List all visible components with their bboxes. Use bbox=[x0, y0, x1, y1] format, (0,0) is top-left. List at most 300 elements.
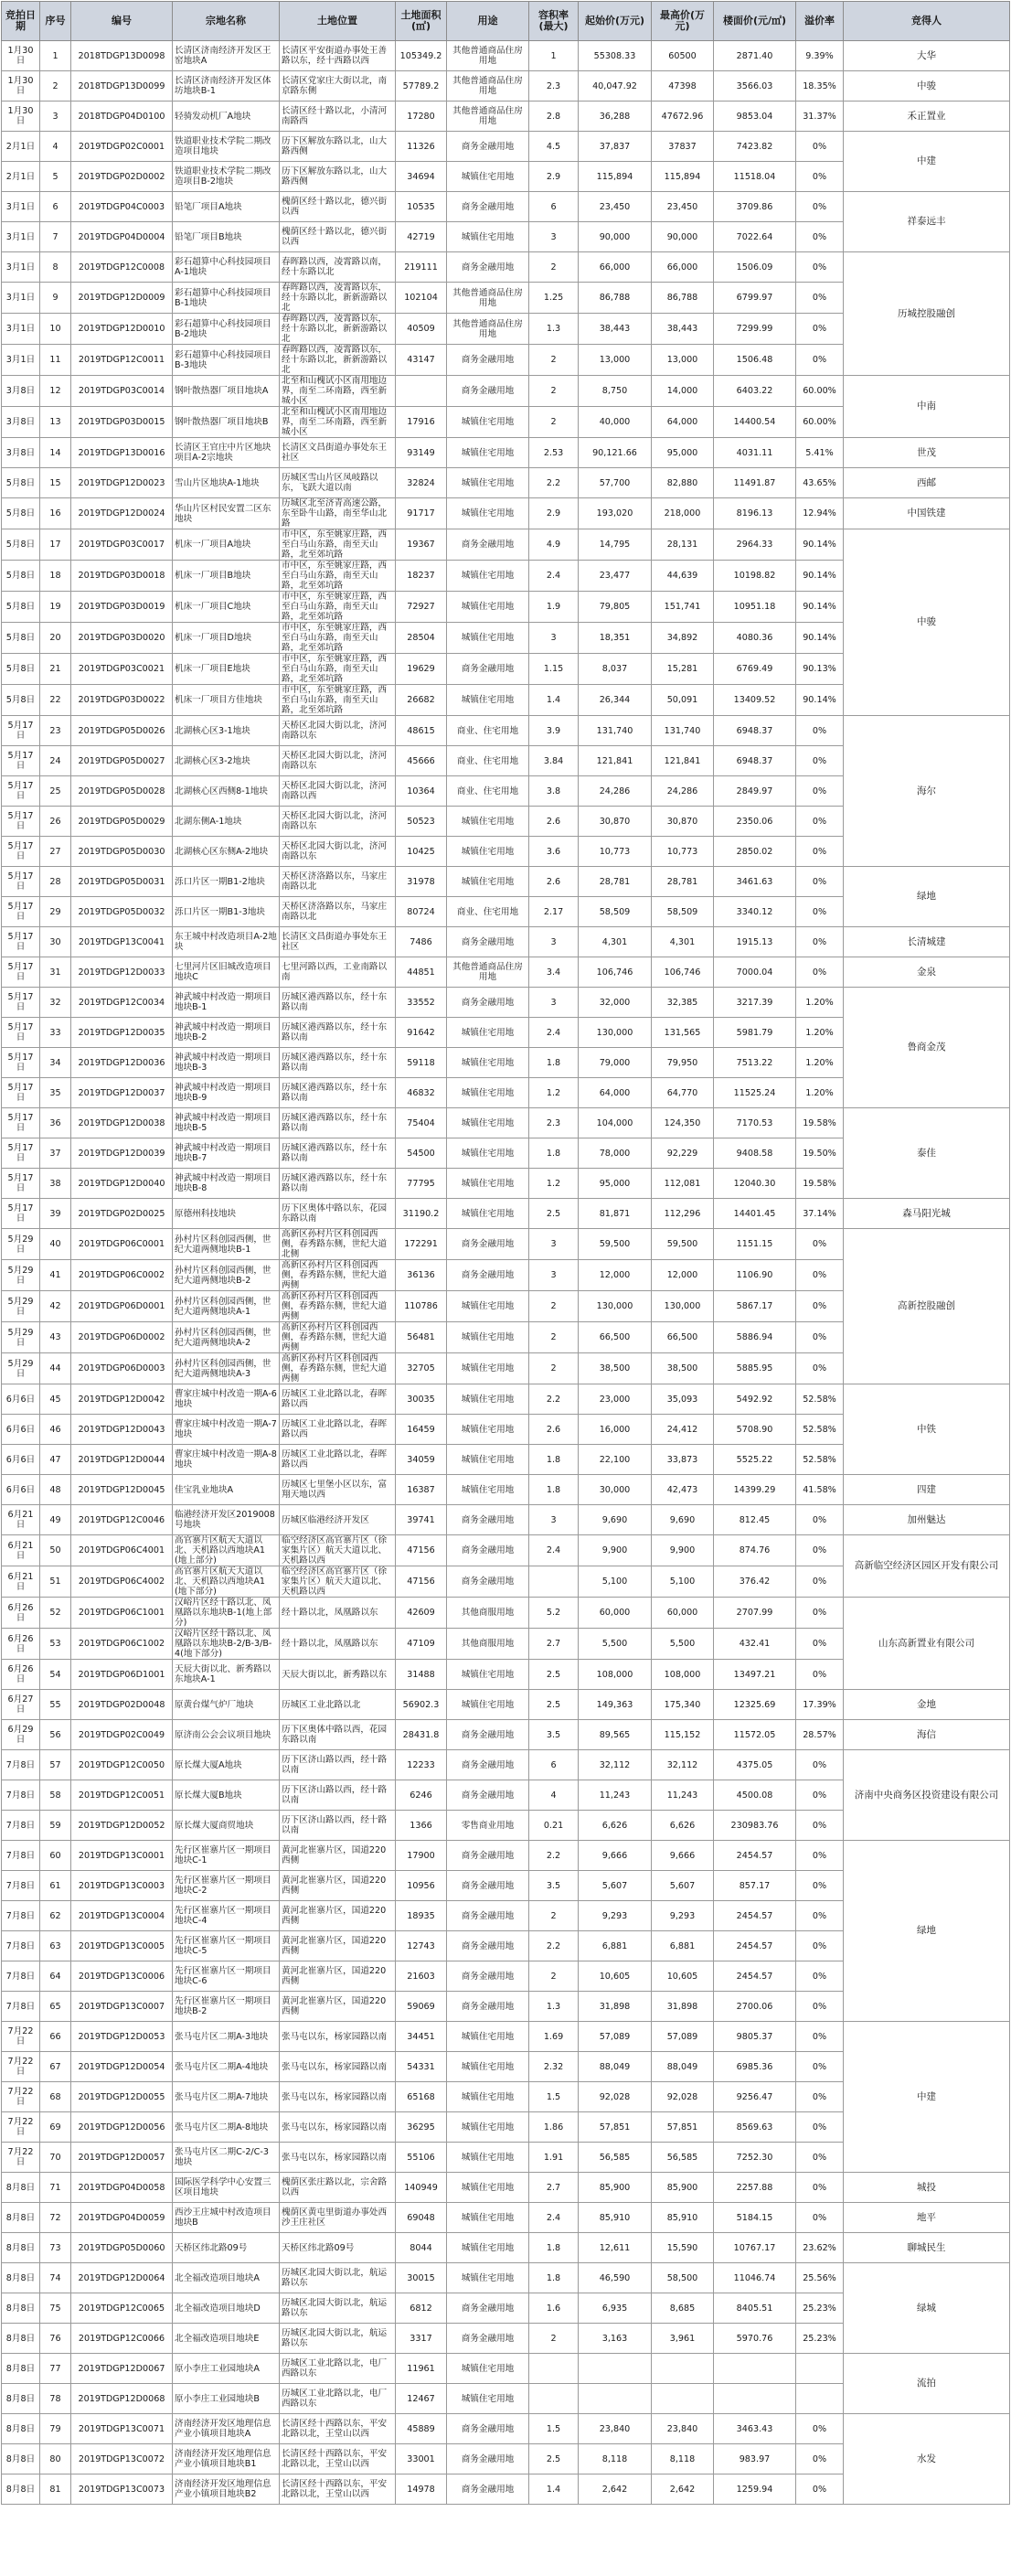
cell-plot-ratio: 3.5 bbox=[529, 1871, 579, 1901]
cell-top-price: 95,000 bbox=[652, 438, 714, 468]
cell-area: 28431.8 bbox=[396, 1720, 447, 1750]
cell-plot-ratio: 2 bbox=[529, 376, 579, 407]
cell-area: 14978 bbox=[396, 2474, 447, 2505]
cell-location: 长清区文昌街道办事处东王社区 bbox=[280, 927, 396, 957]
cell-location: 春晖路以西，凌霄路以东，经十东路以北，新新游路以北 bbox=[280, 314, 396, 345]
cell-code: 2019TDGP02C0001 bbox=[71, 132, 173, 162]
cell-index: 60 bbox=[40, 1841, 71, 1871]
cell-start-price: 90,121.66 bbox=[579, 438, 652, 468]
cell-top-price: 58,500 bbox=[652, 2263, 714, 2293]
cell-area: 80724 bbox=[396, 897, 447, 927]
cell-date: 8月8日 bbox=[2, 2293, 40, 2324]
cell-parcel-name: 孙村片区科创园西侧，世纪大道两侧地块A-1 bbox=[173, 1291, 280, 1322]
cell-top-price: 108,000 bbox=[652, 1660, 714, 1690]
cell-index: 44 bbox=[40, 1353, 71, 1384]
cell-top-price: 9,293 bbox=[652, 1901, 714, 1931]
cell-premium-rate: 5.41% bbox=[796, 438, 844, 468]
cell-premium-rate: 0% bbox=[796, 1353, 844, 1384]
cell-location: 历下区济山路以西，经十路以南 bbox=[280, 1780, 396, 1811]
cell-plot-ratio: 1.5 bbox=[529, 2414, 579, 2444]
cell-date: 5月17日 bbox=[2, 716, 40, 746]
cell-plot-ratio: 2.9 bbox=[529, 162, 579, 192]
cell-usage: 零售商业用地 bbox=[447, 1811, 529, 1841]
cell-winner: 加州魅达 bbox=[844, 1505, 1010, 1535]
cell-floor-price: 14399.29 bbox=[714, 1475, 796, 1505]
cell-area: 93149 bbox=[396, 438, 447, 468]
cell-start-price: 30,870 bbox=[579, 807, 652, 837]
cell-code: 2019TDGP13C0001 bbox=[71, 1841, 173, 1871]
cell-premium-rate: 41.58% bbox=[796, 1475, 844, 1505]
cell-parcel-name: 西沙王庄城中村改造项目地块B bbox=[173, 2203, 280, 2233]
cell-date: 5月8日 bbox=[2, 623, 40, 654]
col-header-usage: 用途 bbox=[447, 2, 529, 41]
cell-start-price: 92,028 bbox=[579, 2082, 652, 2112]
cell-location: 张马屯以东，杨家园路以南 bbox=[280, 2052, 396, 2082]
cell-date: 6月26日 bbox=[2, 1629, 40, 1660]
cell-premium-rate: 0% bbox=[796, 957, 844, 988]
cell-code: 2019TDGP03D0022 bbox=[71, 685, 173, 716]
cell-usage: 其他商服用地 bbox=[447, 1598, 529, 1629]
cell-date: 5月17日 bbox=[2, 988, 40, 1018]
cell-parcel-name: 先行区崔寨片区一期项目地块C-6 bbox=[173, 1961, 280, 1992]
cell-floor-price: 11046.74 bbox=[714, 2263, 796, 2293]
cell-plot-ratio: 1.4 bbox=[529, 2474, 579, 2505]
cell-code: 2019TDGP12C0051 bbox=[71, 1780, 173, 1811]
cell-area: 54331 bbox=[396, 2052, 447, 2082]
cell-code: 2019TDGP13D0016 bbox=[71, 438, 173, 468]
cell-index: 46 bbox=[40, 1415, 71, 1445]
cell-index: 69 bbox=[40, 2112, 71, 2143]
cell-start-price bbox=[579, 2354, 652, 2384]
cell-code: 2019TDGP12D0044 bbox=[71, 1445, 173, 1475]
cell-premium-rate: 0% bbox=[796, 2112, 844, 2143]
cell-index: 6 bbox=[40, 192, 71, 222]
cell-plot-ratio: 2.3 bbox=[529, 71, 579, 102]
cell-location: 历城区工业北路以北 bbox=[280, 1690, 396, 1720]
cell-plot-ratio: 2 bbox=[529, 1353, 579, 1384]
cell-start-price: 115,894 bbox=[579, 162, 652, 192]
cell-top-price: 124,350 bbox=[652, 1108, 714, 1138]
cell-floor-price: 5492.92 bbox=[714, 1384, 796, 1415]
cell-top-price: 115,152 bbox=[652, 1720, 714, 1750]
cell-floor-price: 1106.90 bbox=[714, 1260, 796, 1291]
cell-top-price: 10,773 bbox=[652, 837, 714, 867]
cell-top-price: 121,841 bbox=[652, 746, 714, 776]
cell-floor-price: 2350.06 bbox=[714, 807, 796, 837]
cell-index: 10 bbox=[40, 314, 71, 345]
cell-date: 5月17日 bbox=[2, 1048, 40, 1078]
cell-plot-ratio: 2.53 bbox=[529, 438, 579, 468]
cell-start-price: 8,037 bbox=[579, 654, 652, 685]
cell-winner: 城投 bbox=[844, 2173, 1010, 2203]
cell-code: 2019TDGP04D0004 bbox=[71, 222, 173, 252]
cell-parcel-name: 北湖核心区东侧A-2地块 bbox=[173, 837, 280, 867]
cell-area: 42719 bbox=[396, 222, 447, 252]
cell-floor-price: 9408.58 bbox=[714, 1138, 796, 1169]
cell-area: 6812 bbox=[396, 2293, 447, 2324]
cell-date: 5月17日 bbox=[2, 807, 40, 837]
cell-usage: 商务金融用地 bbox=[447, 1871, 529, 1901]
cell-top-price: 50,091 bbox=[652, 685, 714, 716]
cell-winner: 海信 bbox=[844, 1720, 1010, 1750]
cell-floor-price: 3340.12 bbox=[714, 897, 796, 927]
cell-plot-ratio: 2.5 bbox=[529, 1690, 579, 1720]
cell-date: 6月6日 bbox=[2, 1384, 40, 1415]
cell-premium-rate: 0% bbox=[796, 192, 844, 222]
cell-top-price: 112,296 bbox=[652, 1199, 714, 1229]
cell-premium-rate: 90.14% bbox=[796, 623, 844, 654]
cell-start-price: 32,112 bbox=[579, 1750, 652, 1780]
cell-premium-rate: 1.20% bbox=[796, 988, 844, 1018]
cell-date: 8月8日 bbox=[2, 2233, 40, 2263]
cell-floor-price: 812.45 bbox=[714, 1505, 796, 1535]
cell-location: 七里河路以西，工业南路以南 bbox=[280, 957, 396, 988]
cell-code: 2018TDGP13D0099 bbox=[71, 71, 173, 102]
cell-code: 2019TDGP13C0005 bbox=[71, 1931, 173, 1961]
cell-usage: 城镇住宅用地 bbox=[447, 1169, 529, 1199]
col-header-floor-price: 楼面价(元/㎡) bbox=[714, 2, 796, 41]
cell-code: 2019TDGP05D0028 bbox=[71, 776, 173, 807]
table-row bbox=[2, 2354, 1010, 2384]
cell-winner: 高新临空经济区园区开发有限公司 bbox=[844, 1535, 1010, 1598]
cell-floor-price: 5184.15 bbox=[714, 2203, 796, 2233]
table-row bbox=[2, 2173, 1010, 2203]
cell-premium-rate: 0% bbox=[796, 716, 844, 746]
cell-date: 7月8日 bbox=[2, 1871, 40, 1901]
cell-index: 64 bbox=[40, 1961, 71, 1992]
cell-start-price: 106,746 bbox=[579, 957, 652, 988]
cell-floor-price: 11518.04 bbox=[714, 162, 796, 192]
cell-usage: 商业、住宅用地 bbox=[447, 776, 529, 807]
cell-code: 2019TDGP13C0072 bbox=[71, 2444, 173, 2474]
cell-code: 2019TDGP06C0002 bbox=[71, 1260, 173, 1291]
cell-area: 33001 bbox=[396, 2444, 447, 2474]
cell-date: 5月8日 bbox=[2, 654, 40, 685]
cell-top-price: 15,590 bbox=[652, 2233, 714, 2263]
cell-area: 44851 bbox=[396, 957, 447, 988]
table-row bbox=[2, 498, 1010, 529]
cell-index: 38 bbox=[40, 1169, 71, 1199]
cell-index: 2 bbox=[40, 71, 71, 102]
cell-location: 高新区孙村片区科创园西侧，春秀路东侧，世纪大道两侧 bbox=[280, 1260, 396, 1291]
table-row bbox=[2, 71, 1010, 102]
cell-date: 7月22日 bbox=[2, 2022, 40, 2052]
cell-floor-price: 230983.76 bbox=[714, 1811, 796, 1841]
cell-top-price: 79,950 bbox=[652, 1048, 714, 1078]
cell-code: 2019TDGP06D1001 bbox=[71, 1660, 173, 1690]
cell-index: 43 bbox=[40, 1322, 71, 1353]
cell-plot-ratio: 3.8 bbox=[529, 776, 579, 807]
cell-start-price: 5,100 bbox=[579, 1566, 652, 1598]
cell-usage: 城镇住宅用地 bbox=[447, 162, 529, 192]
cell-code: 2019TDGP12C0011 bbox=[71, 345, 173, 376]
cell-code: 2019TDGP12D0035 bbox=[71, 1018, 173, 1048]
cell-premium-rate: 0% bbox=[796, 2143, 844, 2173]
cell-usage: 城镇住宅用地 bbox=[447, 2233, 529, 2263]
cell-location: 北至和山槐试小区南用地边界，南至二环南路，西至新城小区 bbox=[280, 376, 396, 407]
cell-area: 42609 bbox=[396, 1598, 447, 1629]
cell-usage: 商务金融用地 bbox=[447, 345, 529, 376]
cell-index: 23 bbox=[40, 716, 71, 746]
cell-plot-ratio: 1.8 bbox=[529, 2233, 579, 2263]
cell-premium-rate: 0% bbox=[796, 2082, 844, 2112]
cell-floor-price: 1151.15 bbox=[714, 1229, 796, 1260]
cell-area: 19367 bbox=[396, 529, 447, 561]
cell-floor-price: 2707.99 bbox=[714, 1598, 796, 1629]
cell-location: 历下区济山路以西，经十路以南 bbox=[280, 1750, 396, 1780]
cell-index: 28 bbox=[40, 867, 71, 897]
cell-parcel-name: 东王城中村改造项目A-2地块 bbox=[173, 927, 280, 957]
cell-top-price: 58,509 bbox=[652, 897, 714, 927]
cell-area: 7486 bbox=[396, 927, 447, 957]
cell-winner: 水发 bbox=[844, 2414, 1010, 2505]
cell-area: 48615 bbox=[396, 716, 447, 746]
cell-plot-ratio: 2.17 bbox=[529, 897, 579, 927]
cell-plot-ratio: 1.2 bbox=[529, 1169, 579, 1199]
cell-area: 43147 bbox=[396, 345, 447, 376]
cell-start-price: 6,881 bbox=[579, 1931, 652, 1961]
cell-area: 56902.3 bbox=[396, 1690, 447, 1720]
cell-index: 21 bbox=[40, 654, 71, 685]
cell-location: 历城区港西路以东，经十东路以南 bbox=[280, 1108, 396, 1138]
cell-code: 2019TDGP12C0066 bbox=[71, 2324, 173, 2354]
cell-plot-ratio: 2.7 bbox=[529, 1629, 579, 1660]
cell-premium-rate: 0% bbox=[796, 283, 844, 314]
cell-location: 天辰大街以北，新秀路以东 bbox=[280, 1660, 396, 1690]
cell-start-price: 23,840 bbox=[579, 2414, 652, 2444]
cell-date: 3月1日 bbox=[2, 283, 40, 314]
cell-premium-rate: 0% bbox=[796, 132, 844, 162]
cell-date: 5月17日 bbox=[2, 957, 40, 988]
cell-parcel-name: 高官寨片区航天大道以北、天机路以西地块A1(地下部分) bbox=[173, 1566, 280, 1598]
cell-plot-ratio: 1.8 bbox=[529, 1138, 579, 1169]
cell-usage: 商务金融用地 bbox=[447, 252, 529, 283]
cell-winner: 禾正置业 bbox=[844, 102, 1010, 132]
cell-premium-rate: 0% bbox=[796, 1871, 844, 1901]
cell-floor-price: 11491.87 bbox=[714, 468, 796, 498]
cell-location: 黄河北崔寨片区，国道220西侧 bbox=[280, 1992, 396, 2022]
cell-winner: 高新控股融创 bbox=[844, 1229, 1010, 1384]
cell-premium-rate: 25.56% bbox=[796, 2263, 844, 2293]
cell-usage: 商务金融用地 bbox=[447, 1260, 529, 1291]
cell-area: 72927 bbox=[396, 592, 447, 623]
cell-winner: 大华 bbox=[844, 41, 1010, 71]
cell-top-price: 82,880 bbox=[652, 468, 714, 498]
cell-parcel-name: 孙村片区科创园西侧，世纪大道两侧地块A-2 bbox=[173, 1322, 280, 1353]
cell-plot-ratio: 2.2 bbox=[529, 468, 579, 498]
cell-code: 2019TDGP03D0015 bbox=[71, 407, 173, 438]
cell-winner: 聊城民生 bbox=[844, 2233, 1010, 2263]
cell-plot-ratio: 1.4 bbox=[529, 685, 579, 716]
cell-code: 2019TDGP06D0003 bbox=[71, 1353, 173, 1384]
cell-area: 34694 bbox=[396, 162, 447, 192]
cell-winner: 金泉 bbox=[844, 957, 1010, 988]
cell-top-price: 42,473 bbox=[652, 1475, 714, 1505]
cell-location: 黄河北崔寨片区，国道220西侧 bbox=[280, 1901, 396, 1931]
cell-code: 2019TDGP05D0032 bbox=[71, 897, 173, 927]
cell-area: 31190.2 bbox=[396, 1199, 447, 1229]
cell-floor-price: 5708.90 bbox=[714, 1415, 796, 1445]
cell-location: 历城区工业北路以北，春晖路以西 bbox=[280, 1415, 396, 1445]
cell-location: 天桥区北园大街以北，济河南路以东 bbox=[280, 746, 396, 776]
cell-floor-price: 874.76 bbox=[714, 1535, 796, 1566]
col-header-parcel-name: 宗地名称 bbox=[173, 2, 280, 41]
cell-date: 7月22日 bbox=[2, 2052, 40, 2082]
cell-top-price: 47672.96 bbox=[652, 102, 714, 132]
cell-location: 黄河北崔寨片区，国道220西侧 bbox=[280, 1841, 396, 1871]
table-row bbox=[2, 1505, 1010, 1535]
cell-area: 30035 bbox=[396, 1384, 447, 1415]
cell-code: 2019TDGP06C4002 bbox=[71, 1566, 173, 1598]
cell-plot-ratio: 2.3 bbox=[529, 1108, 579, 1138]
cell-date: 6月29日 bbox=[2, 1720, 40, 1750]
cell-start-price: 38,443 bbox=[579, 314, 652, 345]
cell-start-price: 66,500 bbox=[579, 1322, 652, 1353]
cell-start-price: 6,935 bbox=[579, 2293, 652, 2324]
cell-parcel-name: 神武城中村改造一期项目地块B-9 bbox=[173, 1078, 280, 1108]
table-row bbox=[2, 376, 1010, 407]
cell-premium-rate bbox=[796, 2354, 844, 2384]
cell-top-price: 31,898 bbox=[652, 1992, 714, 2022]
cell-area: 16387 bbox=[396, 1475, 447, 1505]
cell-plot-ratio: 1.86 bbox=[529, 2112, 579, 2143]
cell-index: 61 bbox=[40, 1871, 71, 1901]
cell-index: 59 bbox=[40, 1811, 71, 1841]
cell-plot-ratio: 2.9 bbox=[529, 498, 579, 529]
cell-plot-ratio: 1.3 bbox=[529, 1992, 579, 2022]
cell-location: 历城区工业北路以北，电厂西路以东 bbox=[280, 2384, 396, 2414]
cell-winner: 绿城 bbox=[844, 2263, 1010, 2354]
cell-index: 36 bbox=[40, 1108, 71, 1138]
cell-top-price: 85,910 bbox=[652, 2203, 714, 2233]
cell-parcel-name: 彩石超算中心科技园项目B-3地块 bbox=[173, 345, 280, 376]
cell-floor-price: 13497.21 bbox=[714, 1660, 796, 1690]
cell-top-price: 24,286 bbox=[652, 776, 714, 807]
cell-area: 77795 bbox=[396, 1169, 447, 1199]
cell-code: 2019TDGP12D0045 bbox=[71, 1475, 173, 1505]
cell-location: 北至和山槐试小区南用地边界，南至二环南路，西至新城小区 bbox=[280, 407, 396, 438]
cell-top-price: 38,443 bbox=[652, 314, 714, 345]
cell-premium-rate: 28.57% bbox=[796, 1720, 844, 1750]
cell-usage: 城镇住宅用地 bbox=[447, 1475, 529, 1505]
cell-top-price: 9,690 bbox=[652, 1505, 714, 1535]
cell-code: 2019TDGP05D0029 bbox=[71, 807, 173, 837]
cell-code: 2019TDGP03C0017 bbox=[71, 529, 173, 561]
cell-plot-ratio: 6 bbox=[529, 192, 579, 222]
cell-plot-ratio: 1.8 bbox=[529, 1475, 579, 1505]
cell-parcel-name: 张马屯片区二期A-4地块 bbox=[173, 2052, 280, 2082]
cell-top-price: 44,639 bbox=[652, 561, 714, 592]
cell-code: 2019TDGP13C0006 bbox=[71, 1961, 173, 1992]
cell-location: 高新区孙村片区科创园西侧，春秀路东侧，世纪大道北侧 bbox=[280, 1229, 396, 1260]
cell-parcel-name: 张马屯片区二期A-7地块 bbox=[173, 2082, 280, 2112]
cell-area: 8044 bbox=[396, 2233, 447, 2263]
cell-floor-price: 6985.36 bbox=[714, 2052, 796, 2082]
cell-code: 2019TDGP12D0057 bbox=[71, 2143, 173, 2173]
cell-area: 102104 bbox=[396, 283, 447, 314]
cell-premium-rate: 52.58% bbox=[796, 1384, 844, 1415]
cell-code: 2019TDGP05D0060 bbox=[71, 2233, 173, 2263]
cell-usage: 商务金融用地 bbox=[447, 1931, 529, 1961]
cell-area: 47109 bbox=[396, 1629, 447, 1660]
cell-plot-ratio: 6 bbox=[529, 1750, 579, 1780]
cell-location: 张马屯以东，杨家园路以南 bbox=[280, 2022, 396, 2052]
cell-index: 81 bbox=[40, 2474, 71, 2505]
cell-winner: 祥泰远丰 bbox=[844, 192, 1010, 252]
cell-location: 历城区港西路以东，经十东路以南 bbox=[280, 1169, 396, 1199]
cell-date: 6月21日 bbox=[2, 1566, 40, 1598]
cell-premium-rate: 90.14% bbox=[796, 592, 844, 623]
cell-floor-price: 7000.04 bbox=[714, 957, 796, 988]
cell-plot-ratio: 1.3 bbox=[529, 314, 579, 345]
cell-location: 历城区工业北路以北，春晖路以西 bbox=[280, 1384, 396, 1415]
cell-location: 市中区，东至姚家庄路，西至白马山东路，南至天山路，北至郊坑路 bbox=[280, 623, 396, 654]
cell-date: 5月29日 bbox=[2, 1229, 40, 1260]
cell-premium-rate: 0% bbox=[796, 1598, 844, 1629]
cell-premium-rate: 0% bbox=[796, 1811, 844, 1841]
cell-winner: 地平 bbox=[844, 2203, 1010, 2233]
cell-top-price: 33,873 bbox=[652, 1445, 714, 1475]
cell-premium-rate: 0% bbox=[796, 776, 844, 807]
cell-parcel-name: 临港经济开发区2019008号地块 bbox=[173, 1505, 280, 1535]
cell-winner: 森马阳光城 bbox=[844, 1199, 1010, 1229]
table-row bbox=[2, 1108, 1010, 1138]
cell-usage: 商务金融用地 bbox=[447, 2474, 529, 2505]
cell-code: 2019TDGP05D0030 bbox=[71, 837, 173, 867]
cell-start-price: 59,500 bbox=[579, 1229, 652, 1260]
cell-usage: 城镇住宅用地 bbox=[447, 498, 529, 529]
cell-top-price: 2,642 bbox=[652, 2474, 714, 2505]
cell-area: 17280 bbox=[396, 102, 447, 132]
cell-premium-rate: 0% bbox=[796, 1260, 844, 1291]
cell-location: 长清区经十西路以东，平安北路以北，王堂山以西 bbox=[280, 2474, 396, 2505]
cell-top-price: 92,028 bbox=[652, 2082, 714, 2112]
cell-start-price: 104,000 bbox=[579, 1108, 652, 1138]
cell-floor-price: 2849.97 bbox=[714, 776, 796, 807]
cell-index: 8 bbox=[40, 252, 71, 283]
cell-start-price: 9,666 bbox=[579, 1841, 652, 1871]
cell-date: 5月8日 bbox=[2, 561, 40, 592]
cell-date: 1月30日 bbox=[2, 71, 40, 102]
cell-top-price: 5,607 bbox=[652, 1871, 714, 1901]
cell-index: 70 bbox=[40, 2143, 71, 2173]
cell-index: 16 bbox=[40, 498, 71, 529]
cell-usage: 其他普通商品住房用地 bbox=[447, 283, 529, 314]
table-row bbox=[2, 192, 1010, 222]
cell-premium-rate: 90.14% bbox=[796, 561, 844, 592]
cell-location: 春晖路以西，凌霄路以东，经十东路以北，新新游路以北 bbox=[280, 283, 396, 314]
cell-start-price: 58,509 bbox=[579, 897, 652, 927]
cell-floor-price: 1915.13 bbox=[714, 927, 796, 957]
cell-area: 50523 bbox=[396, 807, 447, 837]
cell-date: 7月22日 bbox=[2, 2112, 40, 2143]
cell-date: 1月30日 bbox=[2, 102, 40, 132]
cell-top-price: 92,229 bbox=[652, 1138, 714, 1169]
cell-plot-ratio: 3 bbox=[529, 1505, 579, 1535]
cell-location: 天桥区北园大街以北，济河南路以东 bbox=[280, 807, 396, 837]
cell-index: 74 bbox=[40, 2263, 71, 2293]
cell-parcel-name: 汉峪片区经十路以北、凤凰路以东地块B-2/B-3/B-4(地下部分) bbox=[173, 1629, 280, 1660]
cell-location: 天桥区北园大街以北，济河南路以东 bbox=[280, 716, 396, 746]
cell-start-price: 193,020 bbox=[579, 498, 652, 529]
cell-start-price: 12,000 bbox=[579, 1260, 652, 1291]
cell-usage: 城镇住宅用地 bbox=[447, 1690, 529, 1720]
cell-parcel-name: 长清区济南经济开发区体坊地块B-1 bbox=[173, 71, 280, 102]
cell-parcel-name: 神武城中村改造一期项目地块B-1 bbox=[173, 988, 280, 1018]
cell-area: 54500 bbox=[396, 1138, 447, 1169]
cell-parcel-name: 北湖核心区3-1地块 bbox=[173, 716, 280, 746]
cell-premium-rate: 52.58% bbox=[796, 1415, 844, 1445]
